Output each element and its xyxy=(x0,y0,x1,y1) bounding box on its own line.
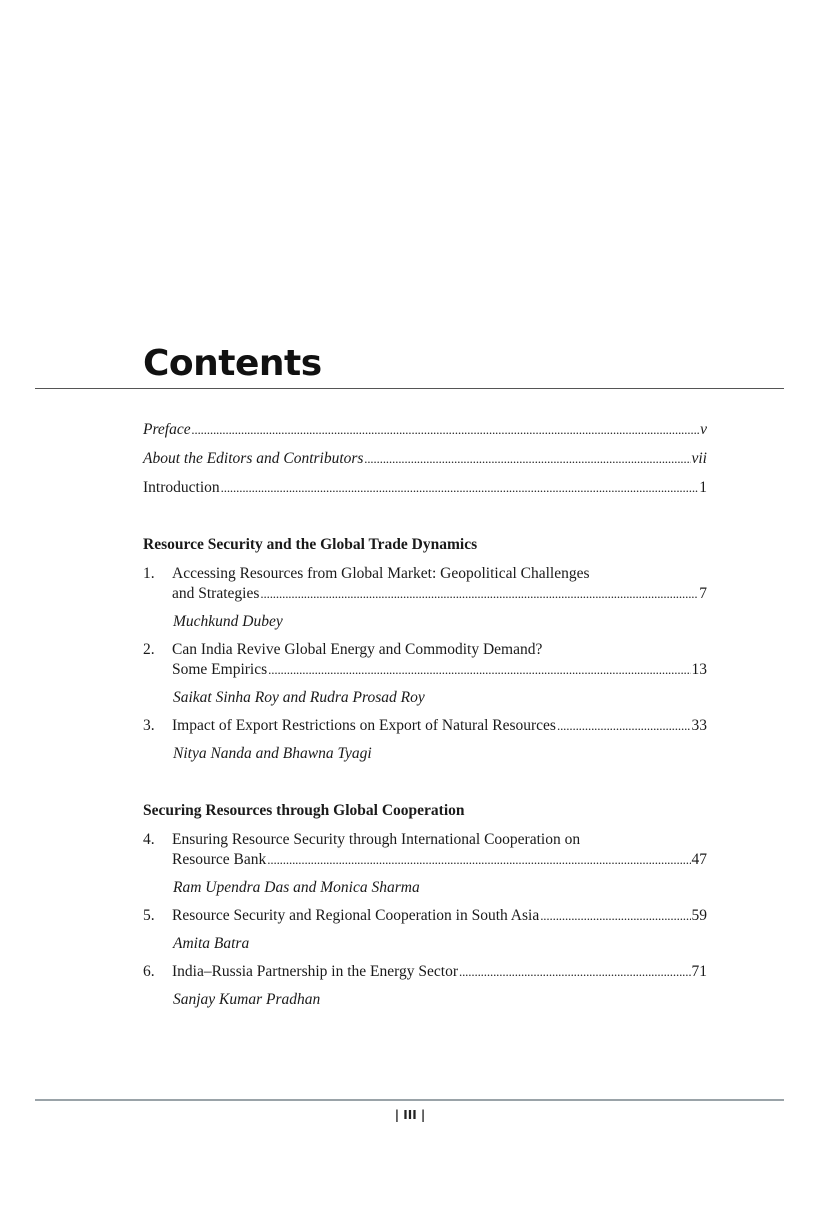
chapter-number: 4. xyxy=(143,831,155,848)
dot-leader xyxy=(540,906,690,926)
toc-entry-editors[interactable] xyxy=(143,449,707,469)
toc-page-number: vii xyxy=(691,450,707,467)
chapter-title-line1: Impact of Export Restrictions on Export of Natural Resources xyxy=(172,717,556,734)
chapter-authors: Sanjay Kumar Pradhan xyxy=(173,991,321,1008)
chapter-title-line1: Can India Revive Global Energy and Commodity Demand? xyxy=(172,641,543,658)
toc-page-number: v xyxy=(700,421,707,438)
title-rule xyxy=(35,388,784,389)
toc-page-number: 7 xyxy=(699,585,707,602)
chapter-authors: Nitya Nanda and Bhawna Tyagi xyxy=(173,745,372,762)
toc-entry-label: About the Editors and Contributors xyxy=(143,450,364,467)
toc-entry-introduction[interactable] xyxy=(143,478,707,498)
chapter-title-line2: Resource Bank xyxy=(172,851,267,868)
dot-leader xyxy=(268,660,690,680)
toc-page-number: 33 xyxy=(691,717,707,734)
dot-leader xyxy=(459,962,691,982)
dot-leader xyxy=(557,716,691,736)
dot-leader xyxy=(260,584,698,604)
toc-entry-label: Introduction xyxy=(143,479,220,496)
chapter-title-line2: Some Empirics xyxy=(172,661,268,678)
footer-rule xyxy=(35,1099,784,1101)
chapter-number: 2. xyxy=(143,641,155,658)
toc-entry-preface[interactable] xyxy=(143,420,707,440)
chapter-title-line1: Resource Security and Regional Cooperation in South Asia xyxy=(172,907,540,924)
toc-chapter-4[interactable] xyxy=(143,830,707,898)
chapter-number: 5. xyxy=(143,907,155,924)
chapter-number: 3. xyxy=(143,717,155,734)
table-of-contents xyxy=(143,420,707,1018)
toc-page-number: 71 xyxy=(691,963,707,980)
chapter-authors: Saikat Sinha Roy and Rudra Prosad Roy xyxy=(173,689,425,706)
dot-leader xyxy=(221,478,699,498)
chapter-authors: Muchkund Dubey xyxy=(173,613,283,630)
chapter-number: 1. xyxy=(143,565,155,582)
toc-chapter-5[interactable] xyxy=(143,906,707,954)
toc-chapter-2[interactable] xyxy=(143,640,707,708)
chapter-title-line1: Ensuring Resource Security through International Cooperation on xyxy=(172,831,581,848)
dot-leader xyxy=(364,449,690,469)
dot-leader xyxy=(192,420,699,440)
toc-page-number: 1 xyxy=(699,479,707,496)
page-title: Contents xyxy=(143,343,322,384)
toc-page-number: 47 xyxy=(691,851,707,868)
chapter-title-line1: Accessing Resources from Global Market: Geopolitical Challenges xyxy=(172,565,590,582)
chapter-authors: Ram Upendra Das and Monica Sharma xyxy=(173,879,420,896)
toc-page-number: 13 xyxy=(691,661,707,678)
toc-chapter-6[interactable] xyxy=(143,962,707,1010)
chapter-authors: Amita Batra xyxy=(173,935,250,952)
dot-leader xyxy=(267,850,690,870)
chapter-title-line2: and Strategies xyxy=(172,585,260,602)
folio-page-number: | III | xyxy=(394,1108,426,1122)
section-heading: Resource Security and the Global Trade Dynamics xyxy=(143,536,478,553)
toc-chapter-3[interactable] xyxy=(143,716,707,764)
toc-entry-label: Preface xyxy=(143,421,191,438)
section-heading: Securing Resources through Global Cooperation xyxy=(143,802,465,819)
toc-chapter-1[interactable] xyxy=(143,564,707,632)
chapter-title-line1: India–Russia Partnership in the Energy Sector xyxy=(172,963,458,980)
chapter-number: 6. xyxy=(143,963,155,980)
toc-page-number: 59 xyxy=(691,907,707,924)
